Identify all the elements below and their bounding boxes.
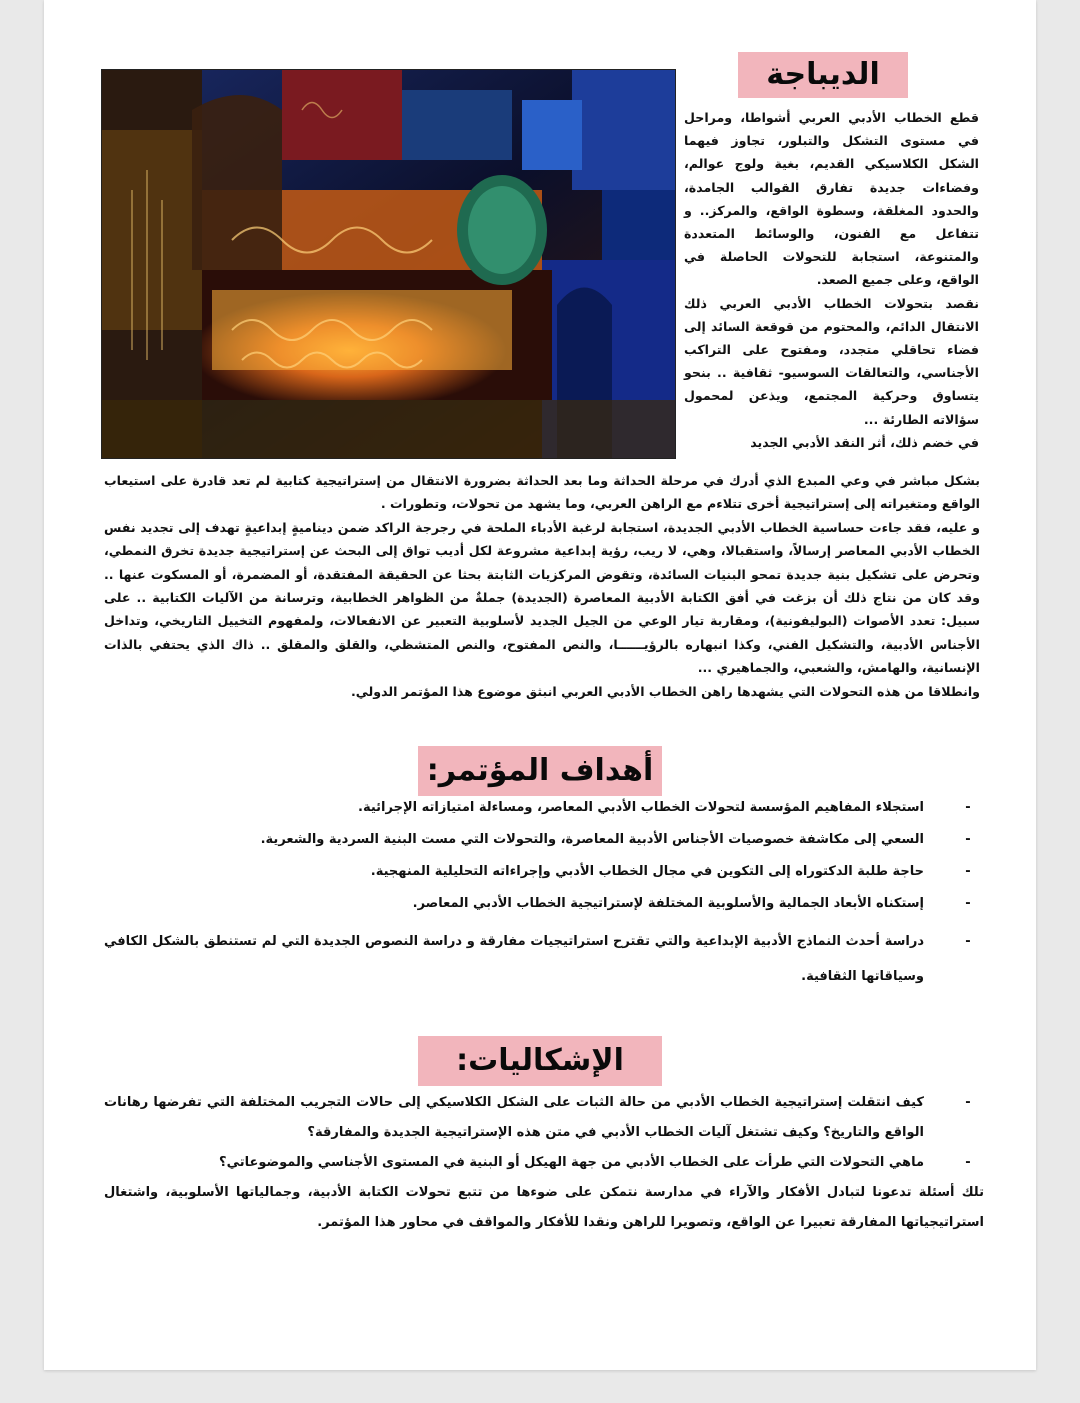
- goal-text: إستكناه الأبعاد الجمالية والأسلوبية المختلفة لإستراتيجية الخطاب الأدبي المعاصر.: [412, 896, 924, 911]
- list-marker: -: [965, 864, 971, 879]
- list-marker: -: [965, 1095, 971, 1110]
- preamble-body-paragraph-1: بشكل مباشر في وعي المبدع الذي أدرك في مرحلة الحداثة وما بعد الحداثة بضرورة الانتقال من إستراتيجية كتابية لم تعد قادرة على استيعاب الواقع ومتغيراته إلى إستراتيجية أخرى تتلاءم مع الراهن العربي، وما يشهد من تحولات، وتطورات .: [104, 473, 980, 512]
- preamble-paragraph-2: نقصد بتحولات الخطاب الأدبي العربي ذلك الانتقال الدائم، والمحتوم من قوقعة السائد إلى فضاء تحاقلي متجدد، ومفتوح على التراكب الأجناسي، والتعالقات السوسيو- ثقافية .. بنحو يتساوق وحركية المجتمع، ويذعن لمحمول سؤالاته الطارئة ...: [684, 295, 979, 427]
- problem-item: [104, 1088, 984, 1148]
- goals-list: [104, 796, 984, 1002]
- preamble-body: [104, 469, 980, 703]
- problem-item: [104, 1148, 984, 1178]
- list-marker: -: [965, 800, 971, 815]
- problems-heading: الإشكاليات:: [418, 1036, 662, 1086]
- goal-text: السعي إلى مكاشفة خصوصيات الأجناس الأدبية المعاصرة، والتحولات التي مست البنية السردية والشعرية.: [260, 832, 924, 847]
- calligraphy-painting-image: [101, 69, 676, 459]
- problems-list: [104, 1088, 984, 1238]
- problem-text: ماهي التحولات التي طرأت على الخطاب الأدبي من جهة الهيكل أو البنية في المستوى الأجناسي والموضوعاتي؟: [219, 1155, 924, 1170]
- preamble-paragraph-1: قطع الخطاب الأدبي العربي أشواطا، ومراحل في مستوى التشكل والتبلور، تجاوز فيهما الشكل الكلاسيكي القديم، بغية ولوج عوالم، وفضاءات جديدة تفارق القوالب الجامدة، والحدود المغلقة، وسطوة الواقع، والمركز.. و تتفاعل مع الفنون، والوسائط المتعددة والمتنوعة، استجابة للتحولات الحاصلة في الواقع، وعلى جميع الصعد.: [684, 110, 979, 288]
- goal-item: [104, 828, 984, 852]
- preamble-body-paragraph-3: وانطلاقا من هذه التحولات التي يشهدها راهن الخطاب الأدبي العربي انبثق موضوع هذا المؤتمر الدولي.: [351, 683, 980, 699]
- goal-item: [104, 860, 984, 884]
- problem-text: كيف انتقلت إستراتيجية الخطاب الأدبي من حالة الثبات على الشكل الكلاسيكي إلى حالات التجريب المختلفة التي تفرضها رهانات الواقع والتاريخ؟ وكيف تشتغل آليات الخطاب الأدبي في متن هذه الإستراتيجية الجديدة والمفارقة؟: [104, 1095, 924, 1140]
- list-marker: -: [965, 1155, 971, 1170]
- problems-closing: تلك أسئلة تدعونا لتبادل الأفكار والآراء في مدارسة نتمكن على ضوءها من تتبع تحولات الكتابة الأدبية، وجمالياتها الأسلوبية، واشتغال استراتيجياتها المفارقة تعبيرا عن الواقع، وتصويرا للراهن ونقدا للأفكار والمواقف في محاور هذا المؤتمر.: [104, 1185, 984, 1230]
- list-marker: -: [965, 832, 971, 847]
- goal-text: حاجة طلبة الدكتوراه إلى التكوين في مجال الخطاب الأدبي وإجراءاته التحليلية المنهجية.: [370, 864, 924, 879]
- goal-text: دراسة أحدث النماذج الأدبية الإبداعية والتي تقترح استراتيجيات مفارقة و دراسة النصوص الجديدة التي لم تستنطق بالشكل الكافي وسياقاتها الثقافية.: [104, 934, 924, 984]
- goal-item: [104, 892, 984, 916]
- list-marker: -: [965, 934, 971, 949]
- preamble-body-paragraph-2: و عليه، فقد جاءت حساسية الخطاب الأدبي الجديدة، استجابة لرغبة الأدباء الملحة في رجرجة الراكد ضمن ديناميةٍ إبداعيةٍ تهدف إلى تجديد نفس الخطاب الأدبي المعاصر إرسالاً، واستقبالا، وهي، لا ريب، رؤية إبداعية مشروعة لكل أديب تواق إلى البحث عن إستراتيجية جديدة تخرق النمطي، وتحرض على تشكيل بنية جديدة تمحو البنيات السائدة، وتقوض المركزيات الثابتة بحثا عن الحقيقة المفتقدة، أو المضمرة، أو المسكوت عنها .. وقد كان من نتاج ذلك أن بزغت في أفق الكتابة الأدبية المعاصرة (الجديدة) جملةٌ من الظواهر الخطابية، وترسانة من الآليات الكتابية .. على سبيل: تعدد الأصوات (البوليفونية)، ومقاربة تيار الوعي من الجيل الجديد لأسلوبية التعبير عن الانفعالات، ولمفهوم التخييل التاريخي، وتداخل الأجناس الأدبية، والتشكيل الفني، وكذا انبهاره بالرؤيــــــا، والنص المفتوح، والنص المتشظي، والقلق والمقلق .. ذاك الذي يحتفي بالذات الإنسانية، والهامش، والشعبي، والجماهيري ...: [104, 519, 980, 676]
- document-page: [44, 0, 1036, 1370]
- list-marker: -: [965, 896, 971, 911]
- preamble-heading: الديباجة: [738, 52, 908, 98]
- goal-item: [104, 796, 984, 820]
- goals-heading: أهداف المؤتمر:: [418, 746, 662, 796]
- preamble-paragraph-3: في خضم ذلك، أثر النقد الأدبي الجديد: [750, 434, 979, 450]
- goal-item: [104, 924, 984, 994]
- preamble-intro: [684, 106, 979, 454]
- goal-text: استجلاء المفاهيم المؤسسة لتحولات الخطاب الأدبي المعاصر، ومساءلة امتيازاته الإجرائية.: [358, 800, 924, 815]
